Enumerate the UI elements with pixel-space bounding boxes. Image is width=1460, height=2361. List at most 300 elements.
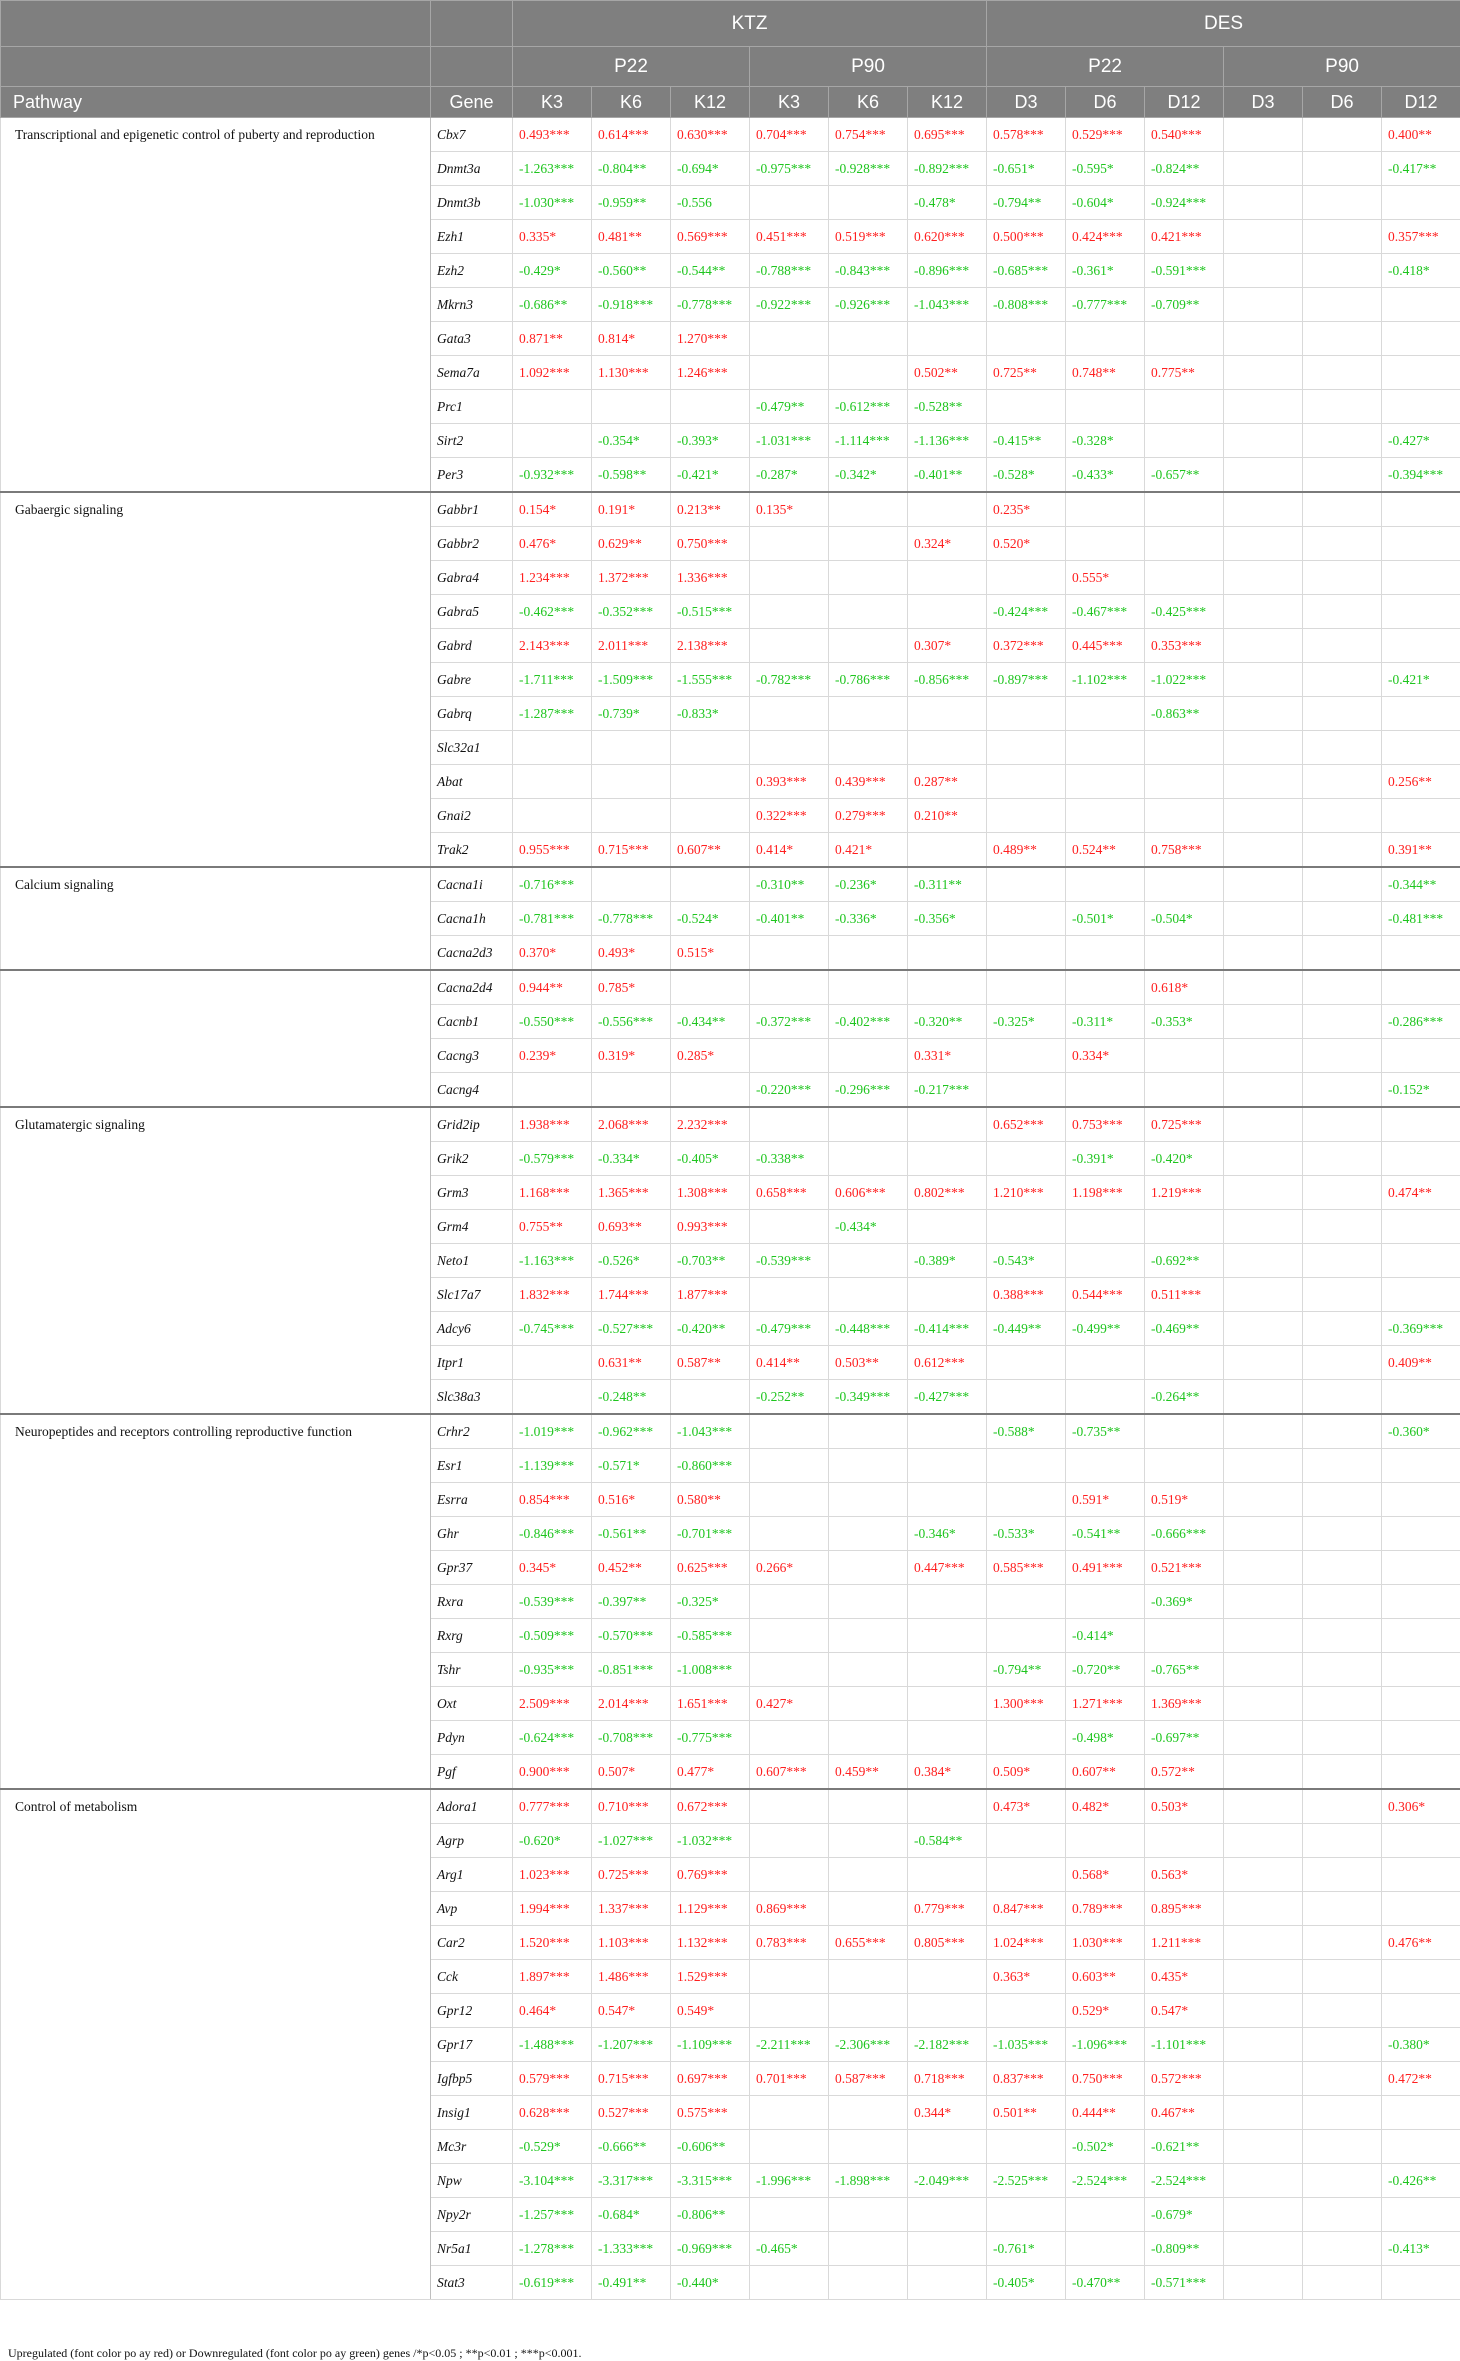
value-cell [829, 629, 908, 663]
value-cell: -1.030*** [513, 186, 592, 220]
value-cell: 0.775** [1145, 356, 1224, 390]
value-cell [1382, 1551, 1460, 1585]
value-cell: 0.725*** [1145, 1107, 1224, 1142]
value-cell [1382, 561, 1460, 595]
value-cell: -0.424*** [987, 595, 1066, 629]
value-cell [1303, 2062, 1382, 2096]
value-cell [1224, 1926, 1303, 1960]
value-cell [1382, 1619, 1460, 1653]
value-cell [987, 936, 1066, 971]
value-cell [1224, 1005, 1303, 1039]
value-cell: 0.474** [1382, 1176, 1460, 1210]
value-cell: -0.481*** [1382, 902, 1460, 936]
value-cell: -0.434* [829, 1210, 908, 1244]
value-cell [1224, 902, 1303, 936]
value-cell [1303, 322, 1382, 356]
value-cell: -0.606** [671, 2130, 750, 2164]
value-cell: -0.591*** [1145, 254, 1224, 288]
value-cell: 1.198*** [1066, 1176, 1145, 1210]
value-cell: 0.435* [1145, 1960, 1224, 1994]
value-cell [987, 1858, 1066, 1892]
header-blank [431, 1, 513, 47]
pathway-column-header: Pathway [1, 87, 431, 118]
value-cell [1224, 288, 1303, 322]
value-cell: -0.666** [592, 2130, 671, 2164]
value-cell: -2.525*** [987, 2164, 1066, 2198]
value-cell: 0.748** [1066, 356, 1145, 390]
gene-name-cell: Cck [431, 1960, 513, 1994]
value-cell [1303, 527, 1382, 561]
value-cell: 0.725** [987, 356, 1066, 390]
value-cell: -2.211*** [750, 2028, 829, 2062]
value-cell [829, 356, 908, 390]
value-cell [1382, 1244, 1460, 1278]
value-cell: -0.498* [1066, 1721, 1145, 1755]
value-cell: -0.560** [592, 254, 671, 288]
pathway-cell: Transcriptional and epigenetic control of puberty and reproduction [1, 118, 431, 493]
value-cell: -0.527*** [592, 1312, 671, 1346]
value-cell [1145, 390, 1224, 424]
gene-name-cell: Ezh2 [431, 254, 513, 288]
gene-name-cell: Esrra [431, 1483, 513, 1517]
value-cell [1224, 799, 1303, 833]
value-cell: -0.624*** [513, 1721, 592, 1755]
value-cell [592, 1073, 671, 1108]
value-cell [1303, 970, 1382, 1005]
value-cell [829, 1789, 908, 1824]
value-cell: -0.401** [908, 458, 987, 493]
value-cell [829, 731, 908, 765]
value-cell [1382, 2096, 1460, 2130]
value-cell: 0.519*** [829, 220, 908, 254]
value-cell: -0.328* [1066, 424, 1145, 458]
value-cell: 0.439*** [829, 765, 908, 799]
value-cell: -0.152* [1382, 1073, 1460, 1108]
value-cell: -0.526* [592, 1244, 671, 1278]
value-cell: 0.607** [671, 833, 750, 868]
value-cell [592, 731, 671, 765]
value-cell [829, 561, 908, 595]
value-cell: 0.489** [987, 833, 1066, 868]
value-cell: -0.924*** [1145, 186, 1224, 220]
gene-name-cell: Oxt [431, 1687, 513, 1721]
value-cell [1066, 322, 1145, 356]
value-cell [1303, 1892, 1382, 1926]
value-cell [908, 1960, 987, 1994]
value-cell [1145, 1346, 1224, 1380]
value-cell [1224, 2028, 1303, 2062]
value-cell: -0.325* [987, 1005, 1066, 1039]
value-cell: -0.539*** [513, 1585, 592, 1619]
value-cell [1224, 1414, 1303, 1449]
value-cell: 0.287** [908, 765, 987, 799]
value-cell [750, 1039, 829, 1073]
value-cell: 0.335* [513, 220, 592, 254]
value-cell: 1.486*** [592, 1960, 671, 1994]
gene-name-cell: Gabre [431, 663, 513, 697]
value-cell [750, 1414, 829, 1449]
value-cell: 0.503** [829, 1346, 908, 1380]
value-cell [750, 1824, 829, 1858]
gene-name-cell: Dnmt3a [431, 152, 513, 186]
value-cell [1303, 1073, 1382, 1108]
value-cell [1382, 322, 1460, 356]
value-cell [1303, 1107, 1382, 1142]
value-cell: -0.427*** [908, 1380, 987, 1415]
value-cell: -0.405* [987, 2266, 1066, 2300]
value-cell: 0.135* [750, 492, 829, 527]
value-cell: -0.528** [908, 390, 987, 424]
gene-name-cell: Slc32a1 [431, 731, 513, 765]
value-cell: 2.011*** [592, 629, 671, 663]
value-cell: -0.414*** [908, 1312, 987, 1346]
value-cell: -0.360* [1382, 1414, 1460, 1449]
value-cell: -0.479*** [750, 1312, 829, 1346]
value-cell [671, 731, 750, 765]
value-cell [829, 1107, 908, 1142]
value-cell: 0.655*** [829, 1926, 908, 1960]
age-header-ktz-p22: P22 [513, 47, 750, 87]
value-cell: -0.550*** [513, 1005, 592, 1039]
value-cell: -1.333*** [592, 2232, 671, 2266]
value-cell [829, 1449, 908, 1483]
value-cell: -0.528* [987, 458, 1066, 493]
value-cell: -1.163*** [513, 1244, 592, 1278]
value-cell [1382, 1858, 1460, 1892]
table-row [1, 867, 1460, 902]
value-cell [1382, 1824, 1460, 1858]
value-cell: -0.585*** [671, 1619, 750, 1653]
value-cell: -0.417** [1382, 152, 1460, 186]
value-cell: -2.524*** [1145, 2164, 1224, 2198]
value-cell: -1.139*** [513, 1449, 592, 1483]
value-cell: -0.595* [1066, 152, 1145, 186]
column-header-k12: K12 [908, 87, 987, 118]
value-cell [908, 1858, 987, 1892]
value-cell [1382, 1960, 1460, 1994]
gene-name-cell: Adcy6 [431, 1312, 513, 1346]
value-cell: -0.426** [1382, 2164, 1460, 2198]
value-cell [829, 1414, 908, 1449]
value-cell [671, 867, 750, 902]
value-cell: -0.389* [908, 1244, 987, 1278]
value-cell [908, 1687, 987, 1721]
gene-name-cell: Pdyn [431, 1721, 513, 1755]
value-cell [908, 2232, 987, 2266]
value-cell: 0.384* [908, 1755, 987, 1790]
value-cell: 0.427* [750, 1687, 829, 1721]
value-cell [908, 1789, 987, 1824]
age-header-ktz-p90: P90 [750, 47, 987, 87]
value-cell: 0.580** [671, 1483, 750, 1517]
value-cell: -0.470** [1066, 2266, 1145, 2300]
value-cell: 0.547* [592, 1994, 671, 2028]
column-header-k3: K3 [750, 87, 829, 118]
value-cell [750, 1107, 829, 1142]
value-cell: 2.509*** [513, 1687, 592, 1721]
value-cell [1066, 970, 1145, 1005]
value-cell: 0.256** [1382, 765, 1460, 799]
value-cell: -0.286*** [1382, 1005, 1460, 1039]
value-cell [513, 424, 592, 458]
value-cell: 2.143*** [513, 629, 592, 663]
value-cell [1382, 186, 1460, 220]
value-cell [1066, 1346, 1145, 1380]
value-cell [1303, 595, 1382, 629]
value-cell [1382, 527, 1460, 561]
value-cell: -0.311* [1066, 1005, 1145, 1039]
value-cell [1303, 2096, 1382, 2130]
value-cell: 1.271*** [1066, 1687, 1145, 1721]
value-cell: 1.168*** [513, 1176, 592, 1210]
value-cell: 0.718*** [908, 2062, 987, 2096]
value-cell [1382, 288, 1460, 322]
value-cell [829, 2266, 908, 2300]
value-cell: 0.452** [592, 1551, 671, 1585]
value-cell [1145, 1039, 1224, 1073]
gene-name-cell: Npw [431, 2164, 513, 2198]
value-cell [1303, 867, 1382, 902]
value-cell [1303, 424, 1382, 458]
value-cell [1224, 833, 1303, 868]
value-cell: -0.860*** [671, 1449, 750, 1483]
value-cell: -1.101*** [1145, 2028, 1224, 2062]
value-cell [829, 1585, 908, 1619]
value-cell: -0.353* [1145, 1005, 1224, 1039]
value-cell [1303, 561, 1382, 595]
value-cell: 0.871** [513, 322, 592, 356]
value-cell: 0.606*** [829, 1176, 908, 1210]
value-cell: 0.549* [671, 1994, 750, 2028]
value-cell: -0.684* [592, 2198, 671, 2232]
table-row [1, 118, 1460, 152]
value-cell: 1.372*** [592, 561, 671, 595]
value-cell: -0.896*** [908, 254, 987, 288]
value-cell: 0.607** [1066, 1755, 1145, 1790]
value-cell: 0.555* [1066, 561, 1145, 595]
value-cell [1224, 629, 1303, 663]
gene-name-cell: Gabrq [431, 697, 513, 731]
value-cell [750, 1483, 829, 1517]
gene-name-cell: Car2 [431, 1926, 513, 1960]
value-cell [750, 1789, 829, 1824]
value-cell [750, 1721, 829, 1755]
value-cell: 0.847*** [987, 1892, 1066, 1926]
value-cell [987, 1210, 1066, 1244]
value-cell: 0.802*** [908, 1176, 987, 1210]
value-cell [829, 1278, 908, 1312]
value-cell [1382, 2266, 1460, 2300]
value-cell [750, 1653, 829, 1687]
value-cell [829, 1687, 908, 1721]
value-cell: 0.693** [592, 1210, 671, 1244]
value-cell: 0.750*** [671, 527, 750, 561]
value-cell [1303, 1858, 1382, 1892]
value-cell: -0.354* [592, 424, 671, 458]
gene-name-cell: Cacna1h [431, 902, 513, 936]
value-cell: 0.628*** [513, 2096, 592, 2130]
gene-name-cell: Abat [431, 765, 513, 799]
value-cell [1224, 152, 1303, 186]
value-cell [1303, 731, 1382, 765]
value-cell: -0.621** [1145, 2130, 1224, 2164]
value-cell: 0.491*** [1066, 1551, 1145, 1585]
value-cell: -0.932*** [513, 458, 592, 493]
gene-name-cell: Igfbp5 [431, 2062, 513, 2096]
value-cell: 0.587** [671, 1346, 750, 1380]
table-footnote: Upregulated (font color po ay red) or Downregulated (font color po ay green) genes /*p<0.05 ; **p<0.01 ; ***p<0.001. [8, 2346, 582, 2361]
value-cell: 0.625*** [671, 1551, 750, 1585]
value-cell: 1.832*** [513, 1278, 592, 1312]
value-cell: -0.679* [1145, 2198, 1224, 2232]
value-cell: -0.584** [908, 1824, 987, 1858]
value-cell [987, 970, 1066, 1005]
value-cell [1224, 1551, 1303, 1585]
value-cell [1224, 867, 1303, 902]
value-cell: 0.620*** [908, 220, 987, 254]
value-cell [987, 1449, 1066, 1483]
value-cell [1303, 1278, 1382, 1312]
value-cell: 0.758*** [1145, 833, 1224, 868]
value-cell [1303, 254, 1382, 288]
value-cell [987, 697, 1066, 731]
value-cell [1145, 1824, 1224, 1858]
value-cell [987, 1483, 1066, 1517]
value-cell [1382, 936, 1460, 971]
value-cell: 0.805*** [908, 1926, 987, 1960]
value-cell [1224, 1892, 1303, 1926]
value-cell [1303, 1414, 1382, 1449]
value-cell [1382, 970, 1460, 1005]
gene-name-cell: Cacna1i [431, 867, 513, 902]
value-cell [987, 799, 1066, 833]
value-cell [1303, 288, 1382, 322]
value-cell [908, 2130, 987, 2164]
value-cell [1145, 561, 1224, 595]
value-cell: -0.533* [987, 1517, 1066, 1551]
value-cell: -0.393* [671, 424, 750, 458]
value-cell [829, 1892, 908, 1926]
value-cell [829, 322, 908, 356]
value-cell: -0.425*** [1145, 595, 1224, 629]
value-cell: -0.604* [1066, 186, 1145, 220]
value-cell: 1.023*** [513, 1858, 592, 1892]
pathway-cell: Neuropeptides and receptors controlling reproductive function [1, 1414, 431, 1789]
gene-name-cell: Agrp [431, 1824, 513, 1858]
value-cell: -0.619*** [513, 2266, 592, 2300]
value-cell [750, 595, 829, 629]
value-cell [1382, 2198, 1460, 2232]
value-cell [1224, 1278, 1303, 1312]
value-cell [1224, 970, 1303, 1005]
value-cell: -0.543* [987, 1244, 1066, 1278]
value-cell: -1.019*** [513, 1414, 592, 1449]
value-cell: -0.975*** [750, 152, 829, 186]
value-cell [671, 799, 750, 833]
value-cell [750, 731, 829, 765]
value-cell [1224, 1789, 1303, 1824]
pathway-cell: Gabaergic signaling [1, 492, 431, 867]
group-header-ktz: KTZ [513, 1, 987, 47]
value-cell: -2.306*** [829, 2028, 908, 2062]
value-cell [1382, 697, 1460, 731]
value-cell: -0.467*** [1066, 595, 1145, 629]
value-cell: 1.246*** [671, 356, 750, 390]
value-cell [513, 1073, 592, 1108]
value-cell: 0.515* [671, 936, 750, 971]
gene-name-cell: Rxra [431, 1585, 513, 1619]
value-cell: -0.544** [671, 254, 750, 288]
value-cell [1145, 1619, 1224, 1653]
value-cell: 0.777*** [513, 1789, 592, 1824]
value-cell: 0.750*** [1066, 2062, 1145, 2096]
value-cell: 0.509* [987, 1755, 1066, 1790]
value-cell: -0.781*** [513, 902, 592, 936]
value-cell: 0.529* [1066, 1994, 1145, 2028]
table-row [1, 1414, 1460, 1449]
value-cell [829, 2198, 908, 2232]
value-cell: -0.703** [671, 1244, 750, 1278]
value-cell: 0.391** [1382, 833, 1460, 868]
value-cell: -1.996*** [750, 2164, 829, 2198]
value-cell [513, 1380, 592, 1415]
value-cell [1382, 1449, 1460, 1483]
value-cell: -0.777*** [1066, 288, 1145, 322]
value-cell [908, 1619, 987, 1653]
value-cell: -0.501* [1066, 902, 1145, 936]
value-cell [671, 1380, 750, 1415]
value-cell: 0.572*** [1145, 2062, 1224, 2096]
value-cell: 0.783*** [750, 1926, 829, 1960]
value-cell [829, 970, 908, 1005]
value-cell [1303, 902, 1382, 936]
value-cell [829, 1824, 908, 1858]
value-cell [1066, 867, 1145, 902]
value-cell: 0.476* [513, 527, 592, 561]
gene-name-cell: Avp [431, 1892, 513, 1926]
value-cell [1303, 799, 1382, 833]
value-cell [750, 527, 829, 561]
value-cell [1224, 1960, 1303, 1994]
value-cell: 0.424*** [1066, 220, 1145, 254]
value-cell [1382, 1142, 1460, 1176]
value-cell [1224, 2062, 1303, 2096]
value-cell: 0.603** [1066, 1960, 1145, 1994]
value-cell: 0.572** [1145, 1755, 1224, 1790]
value-cell: -0.686** [513, 288, 592, 322]
value-cell: -0.579*** [513, 1142, 592, 1176]
value-cell [1145, 1449, 1224, 1483]
value-cell: -0.248** [592, 1380, 671, 1415]
column-header-k6: K6 [592, 87, 671, 118]
value-cell [908, 595, 987, 629]
value-cell [1145, 799, 1224, 833]
value-cell: -0.856*** [908, 663, 987, 697]
value-cell: -0.462*** [513, 595, 592, 629]
value-cell [750, 697, 829, 731]
value-cell: 1.529*** [671, 1960, 750, 1994]
value-cell: 0.445*** [1066, 629, 1145, 663]
value-cell [1303, 2266, 1382, 2300]
value-cell: -0.504* [1145, 902, 1224, 936]
value-cell [1224, 424, 1303, 458]
value-cell [908, 492, 987, 527]
value-cell: -1.509*** [592, 663, 671, 697]
value-cell: 1.030*** [1066, 1926, 1145, 1960]
gene-name-cell: Rxrg [431, 1619, 513, 1653]
column-header-d12: D12 [1382, 87, 1460, 118]
value-cell: 0.944** [513, 970, 592, 1005]
